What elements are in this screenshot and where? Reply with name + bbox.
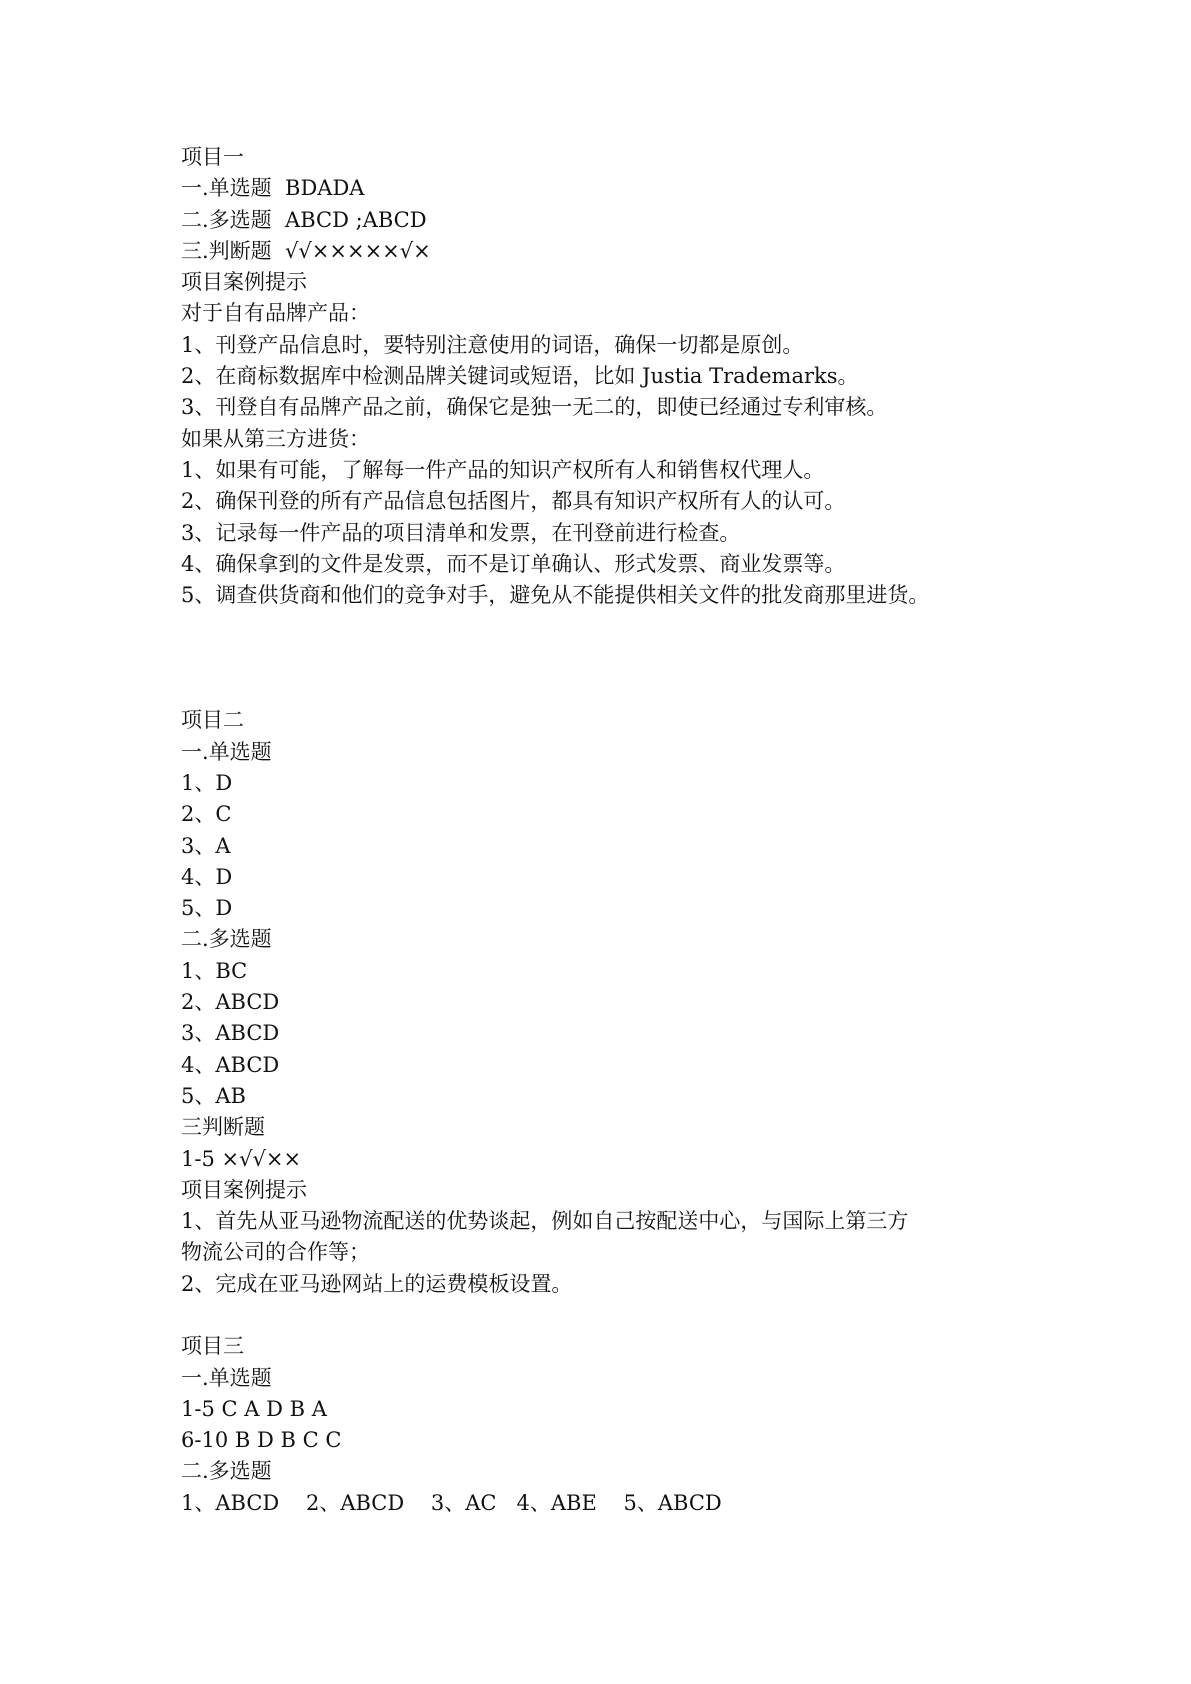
true-false-heading: 三判断题 <box>181 1115 265 1140</box>
section-title-project-1: 项目一 <box>181 145 244 169</box>
third-party-item-4: 4、确保拿到的文件是发票，而不是订单确认、形式发票、商业发票等。 <box>181 551 846 576</box>
answer-line: 2、C <box>181 802 232 827</box>
answer-line: 5、AB <box>181 1083 246 1108</box>
third-party-item-2: 2、确保刊登的所有产品信息包括图片，都具有知识产权所有人的认可。 <box>181 489 846 514</box>
single-choice-heading: 一.单选题 <box>181 739 272 764</box>
section-title-project-2: 项目二 <box>181 708 244 733</box>
own-brand-item-3: 3、刊登自有品牌产品之前，确保它是独一无二的，即使已经通过专利审核。 <box>181 395 888 420</box>
document-page <box>181 142 1081 1519</box>
section-spacer <box>181 611 1081 705</box>
answer-line: 1、BC <box>181 958 248 983</box>
third-party-item-5: 5、调查供货商和他们的竞争对手，避免从不能提供相关文件的批发商那里进货。 <box>181 583 930 608</box>
answer-line: 6-10 B D B C C <box>181 1428 342 1453</box>
answer-line: 2、ABCD <box>181 990 280 1015</box>
case-hint-item-2: 2、完成在亚马逊网站上的运费模板设置。 <box>181 1271 573 1296</box>
case-hint-heading: 项目案例提示 <box>181 1177 307 1202</box>
third-party-heading: 如果从第三方进货： <box>181 426 370 451</box>
true-false-answers: 三.判断题 √√×××××√× <box>181 238 431 263</box>
third-party-item-1: 1、如果有可能，了解每一件产品的知识产权所有人和销售权代理人。 <box>181 457 825 482</box>
case-hint-item-1-continued: 物流公司的合作等； <box>181 1240 370 1265</box>
answer-line: 5、D <box>181 896 233 921</box>
answer-line: 4、ABCD <box>181 1052 280 1077</box>
case-hint-item-1: 1、首先从亚马逊物流配送的优势谈起，例如自己按配送中心，与国际上第三方 <box>181 1209 909 1234</box>
answer-line: 1-5 C A D B A <box>181 1396 327 1421</box>
third-party-item-3: 3、记录每一件产品的项目清单和发票，在刊登前进行检查。 <box>181 520 741 545</box>
own-brand-item-2: 2、在商标数据库中检测品牌关键词或短语，比如 Justia Trademarks。 <box>181 364 859 389</box>
own-brand-heading: 对于自有品牌产品： <box>181 301 370 326</box>
multiple-choice-heading: 二.多选题 <box>181 1459 272 1484</box>
answer-line: 3、ABCD <box>181 1021 280 1046</box>
single-choice-heading: 一.单选题 <box>181 1365 272 1390</box>
true-false-answers: 1-5 ×√√×× <box>181 1146 302 1171</box>
answer-line: 3、A <box>181 833 231 858</box>
answer-line: 4、D <box>181 864 233 889</box>
multiple-choice-answers: 二.多选题 ABCD ;ABCD <box>181 207 427 232</box>
multiple-choice-heading: 二.多选题 <box>181 927 272 952</box>
section-spacer <box>181 1300 1081 1331</box>
answer-line: 1、D <box>181 770 233 795</box>
single-choice-answers: 一.单选题 BDADA <box>181 176 365 201</box>
section-title-project-3: 项目三 <box>181 1334 244 1359</box>
own-brand-item-1: 1、刊登产品信息时，要特别注意使用的词语，确保一切都是原创。 <box>181 332 804 357</box>
answer-line: 1、ABCD 2、ABCD 3、AC 4、ABE 5、ABCD <box>181 1490 722 1515</box>
case-hint-heading: 项目案例提示 <box>181 270 307 295</box>
